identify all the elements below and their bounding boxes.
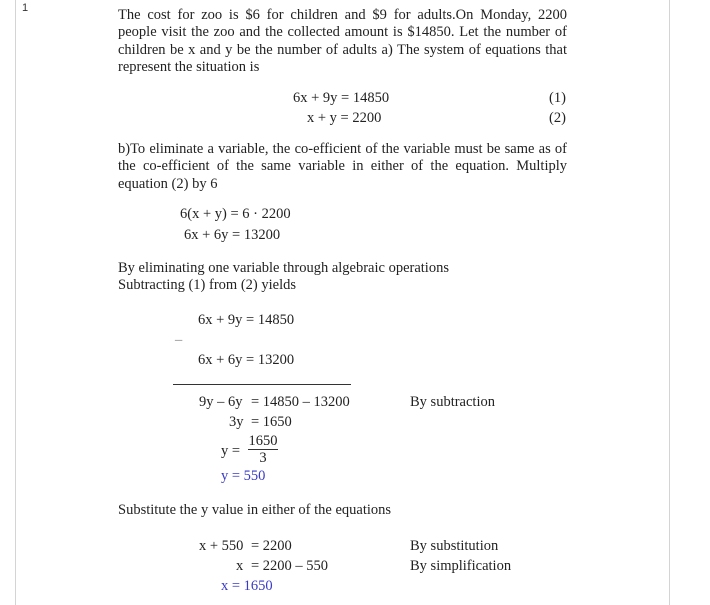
sub-step-1-lhs: x + 550 bbox=[199, 538, 244, 554]
x-result: x = 1650 bbox=[221, 578, 273, 594]
equation-2: x + y = 2200 bbox=[307, 110, 382, 126]
minus-sign: – bbox=[175, 332, 183, 348]
step-1-lhs: 9y – 6y bbox=[199, 394, 243, 410]
subtracting-text: Subtracting (1) from (2) yields bbox=[118, 277, 296, 293]
equation-1-tag: (1) bbox=[549, 90, 566, 106]
fraction-denominator: 3 bbox=[248, 449, 278, 466]
subtraction-bottom: 6x + 6y = 13200 bbox=[198, 352, 295, 368]
step-2-rhs: = 1650 bbox=[251, 414, 292, 430]
substitute-text: Substitute the y value in either of the equations bbox=[118, 502, 392, 518]
sub-step-2-lhs: x bbox=[236, 558, 244, 574]
step-1-note: By subtraction bbox=[410, 394, 495, 410]
step-1-rhs: = 14850 – 13200 bbox=[251, 394, 350, 410]
elimination-text: By eliminating one variable through algebraic operations bbox=[118, 260, 449, 276]
page-border-left bbox=[15, 0, 16, 605]
sub-step-2-rhs: = 2200 – 550 bbox=[251, 558, 329, 574]
page-border-right bbox=[669, 0, 670, 605]
y-result: y = 550 bbox=[221, 468, 266, 484]
subtraction-top: 6x + 9y = 14850 bbox=[198, 312, 295, 328]
intro-paragraph: The cost for zoo is $6 for children and $9 for adults.On Monday, 2200 people visit the zoo and the collected amount is $14850. Let the number of children be x and y be the number of adults a) The system of equations that represent the situation is bbox=[118, 7, 567, 75]
page-number: 1 bbox=[22, 2, 29, 14]
fraction bbox=[248, 433, 278, 466]
equation-1: 6x + 9y = 14850 bbox=[293, 90, 390, 106]
multiply-step-1: 6(x + y) = 6 · 2200 bbox=[180, 206, 291, 222]
step-2-lhs: 3y bbox=[229, 414, 244, 430]
multiply-step-2: 6x + 6y = 13200 bbox=[184, 227, 281, 243]
equation-2-tag: (2) bbox=[549, 110, 566, 126]
fraction-numerator: 1650 bbox=[248, 433, 278, 449]
sub-step-1-note: By substitution bbox=[410, 538, 499, 554]
sub-step-2-note: By simplification bbox=[410, 558, 512, 574]
sub-step-1-rhs: = 2200 bbox=[251, 538, 292, 554]
part-b-paragraph: b)To eliminate a variable, the co-efficient of the variable must be same as of the co-efficient of the same variable in either of the equation. Multiply equation (2) by 6 bbox=[118, 141, 567, 192]
subtraction-rule bbox=[173, 384, 351, 385]
fraction-lhs: y = bbox=[221, 443, 241, 459]
